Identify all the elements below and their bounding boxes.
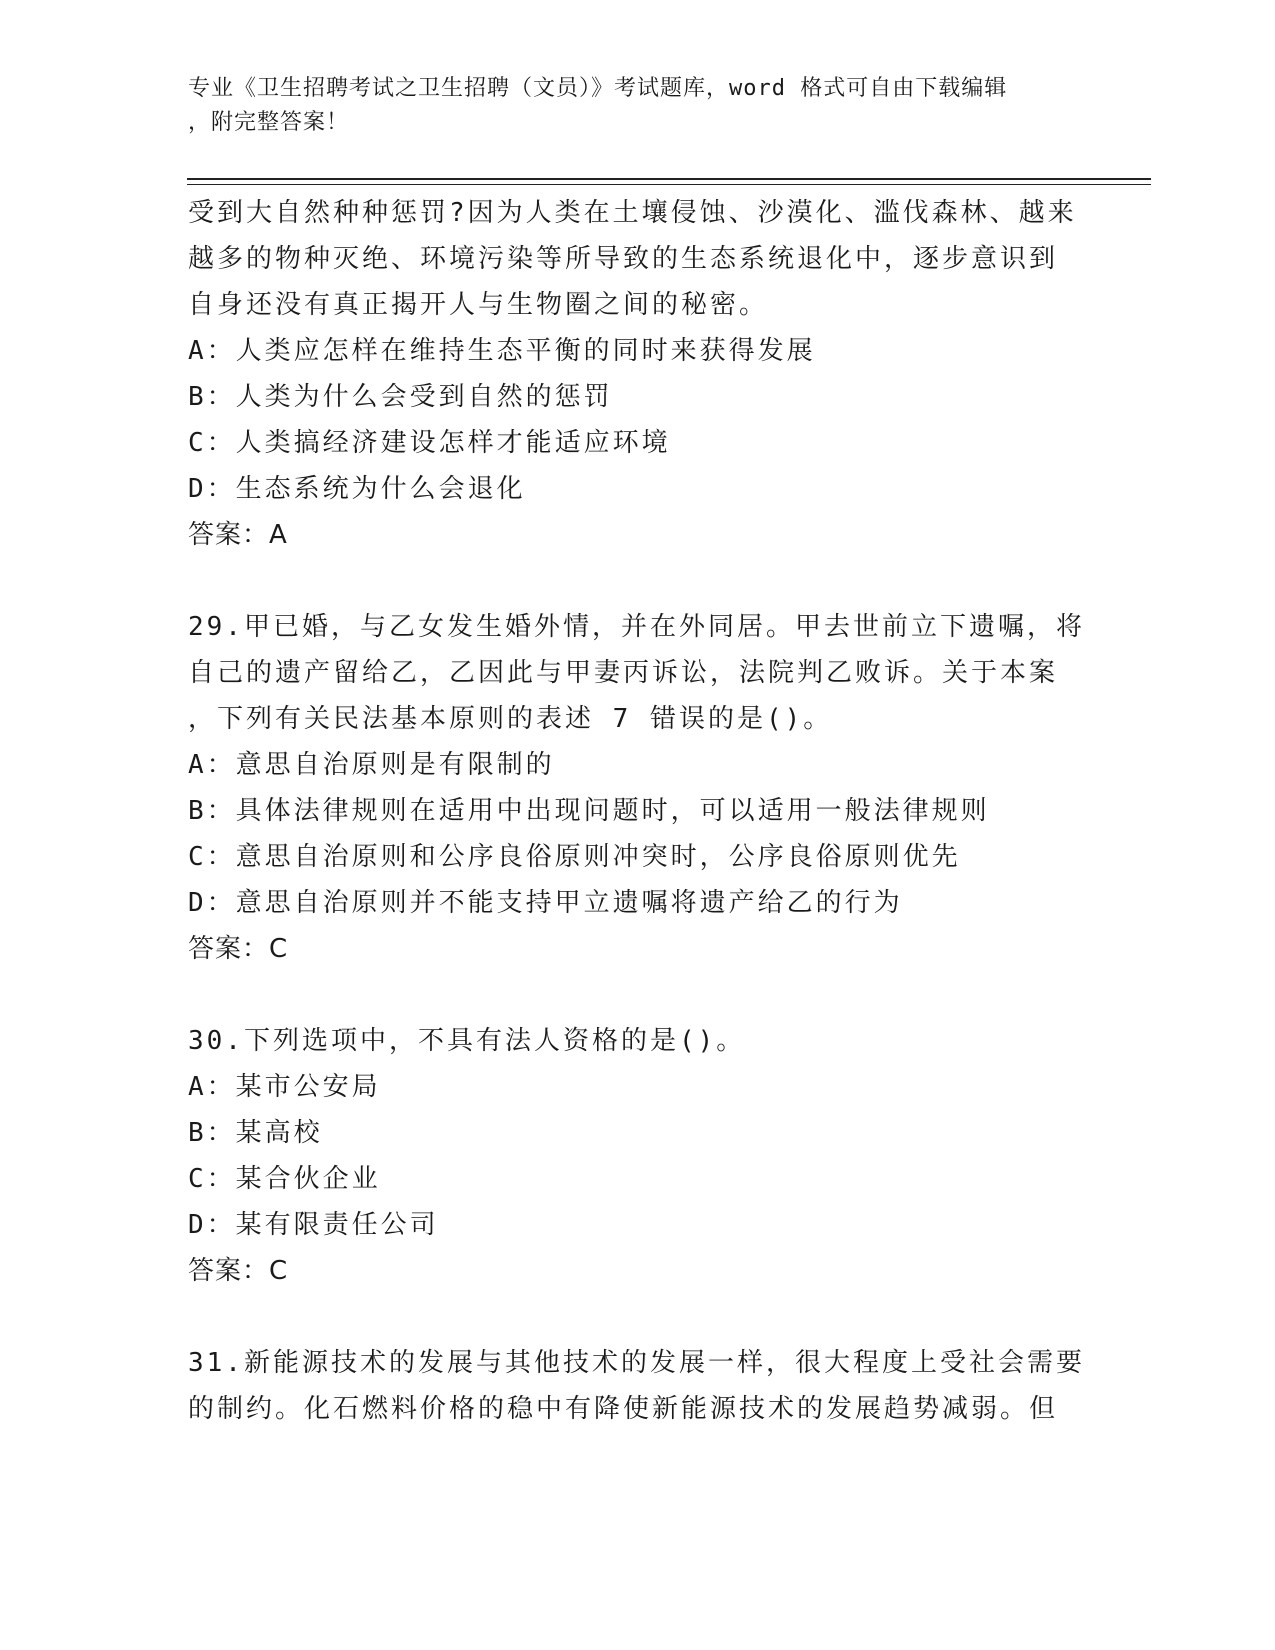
question-text-line: ，下列有关民法基本原则的表述 7 错误的是()。	[188, 704, 833, 734]
question-29	[188, 604, 1118, 972]
spacer	[188, 558, 1118, 604]
question-text-line: 30.下列选项中，不具有法人资格的是()。	[188, 1026, 746, 1056]
answer: 答案：C	[188, 1256, 289, 1286]
option-c: C：某合伙企业	[188, 1164, 381, 1194]
question-31	[188, 1340, 1118, 1432]
option-b: B：人类为什么会受到自然的惩罚	[188, 382, 613, 412]
question-text-line: 受到大自然种种惩罚?因为人类在土壤侵蚀、沙漠化、滥伐森林、越来	[188, 198, 1077, 228]
option-c: C：人类搞经济建设怎样才能适应环境	[188, 428, 671, 458]
question-text-line: 越多的物种灭绝、环境污染等所导致的生态系统退化中，逐步意识到	[188, 244, 1059, 274]
question-text-line: 29.甲已婚，与乙女发生婚外情，并在外同居。甲去世前立下遗嘱，将	[188, 612, 1085, 642]
option-c: C：意思自治原则和公序良俗原则冲突时，公序良俗原则优先	[188, 842, 961, 872]
answer: 答案：A	[188, 520, 288, 550]
question-28	[188, 190, 1118, 558]
spacer	[188, 1294, 1118, 1340]
answer: 答案：C	[188, 934, 289, 964]
option-a: A：人类应怎样在维持生态平衡的同时来获得发展	[188, 336, 816, 366]
question-30	[188, 1018, 1118, 1294]
option-d: D：意思自治原则并不能支持甲立遗嘱将遗产给乙的行为	[188, 888, 903, 918]
question-text-line: 的制约。化石燃料价格的稳中有降使新能源技术的发展趋势减弱。但	[188, 1394, 1059, 1424]
question-list	[188, 190, 1118, 1432]
header-line-1: 专业《卫生招聘考试之卫生招聘（文员）》考试题库，word 格式可自由下载编辑	[188, 76, 1008, 101]
header-line-2: ，附完整答案！	[188, 110, 350, 135]
option-b: B：某高校	[188, 1118, 323, 1148]
spacer	[188, 972, 1118, 1018]
question-text-line: 自身还没有真正揭开人与生物圈之间的秘密。	[188, 290, 769, 320]
question-text-line: 31.新能源技术的发展与其他技术的发展一样，很大程度上受社会需要	[188, 1348, 1085, 1378]
question-text-line: 自己的遗产留给乙，乙因此与甲妻丙诉讼，法院判乙败诉。关于本案	[188, 658, 1059, 688]
header-divider-thick	[187, 178, 1151, 180]
option-d: D：某有限责任公司	[188, 1210, 439, 1240]
option-a: A：意思自治原则是有限制的	[188, 750, 555, 780]
option-b: B：具体法律规则在适用中出现问题时，可以适用一般法律规则	[188, 796, 990, 826]
document-header	[188, 72, 1088, 140]
option-d: D：生态系统为什么会退化	[188, 474, 526, 504]
option-a: A：某市公安局	[188, 1072, 381, 1102]
header-divider-thin	[187, 184, 1151, 185]
